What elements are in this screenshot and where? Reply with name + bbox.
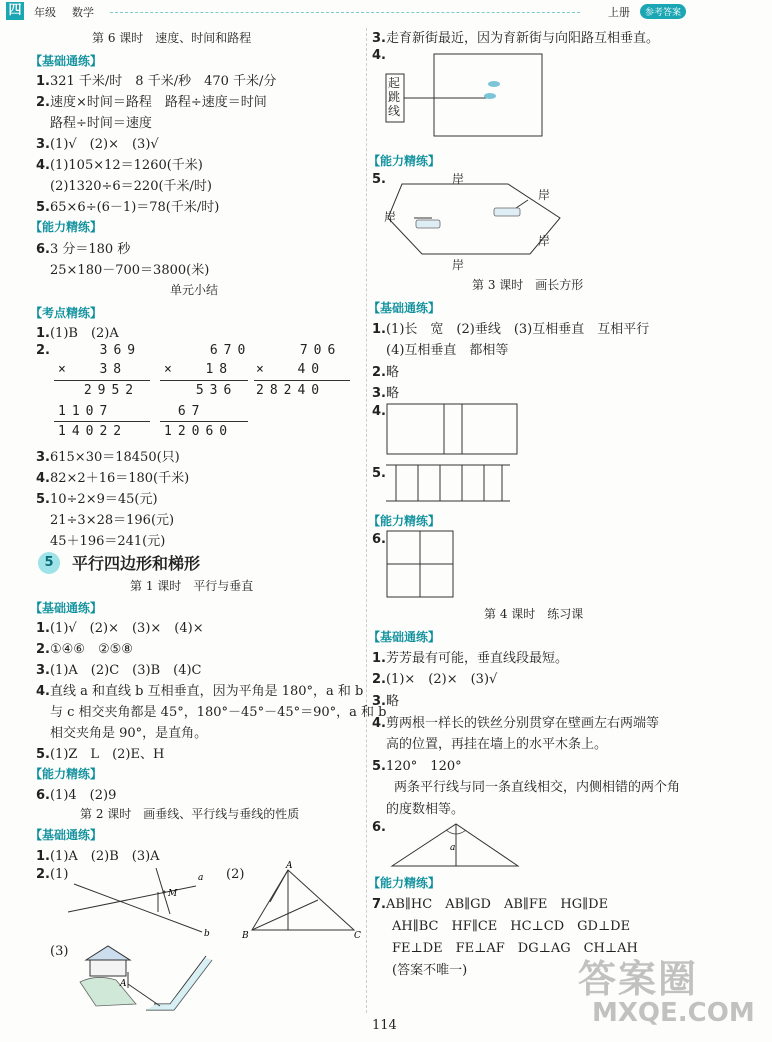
column-divider bbox=[366, 28, 367, 1013]
q-num: 4. bbox=[372, 716, 386, 731]
c1-q1 bbox=[36, 617, 204, 636]
answer: 120° 120° bbox=[385, 759, 462, 774]
calc-rule bbox=[160, 380, 248, 381]
answer: (1)4 (2)9 bbox=[49, 788, 117, 803]
c4-q2 bbox=[372, 668, 497, 687]
r-q3 bbox=[372, 27, 659, 46]
calc-rule bbox=[54, 421, 150, 422]
page-number: 114 bbox=[372, 1018, 397, 1033]
answer: (1)Z L (2)E、H bbox=[49, 747, 165, 762]
c1-q4-line3: 相交夹角是 90°，是直角。 bbox=[50, 726, 208, 741]
chapter-number: 5 bbox=[38, 552, 60, 574]
q-num: 5. bbox=[372, 466, 386, 481]
l6-q6 bbox=[36, 238, 130, 257]
q-num: 4. bbox=[36, 158, 50, 173]
q-num: 1. bbox=[36, 74, 50, 89]
q-num: 1. bbox=[372, 322, 386, 337]
q-num: 3. bbox=[372, 694, 386, 709]
figure-triangle-ABC bbox=[242, 861, 362, 941]
answer: 直线 a 和直线 b 互相垂直，因为平角是 180°，a 和 b bbox=[49, 684, 364, 699]
figure-perpendicular-M bbox=[60, 866, 220, 939]
r-q5 bbox=[372, 172, 386, 187]
shore-bottom: 岸 bbox=[452, 258, 465, 272]
answer: (1)A (2)B (3)A bbox=[49, 849, 160, 864]
section-basic: 【 基础通练 】 bbox=[30, 52, 102, 69]
calc-row: 28240 bbox=[256, 383, 326, 398]
q-num: 4. bbox=[372, 404, 386, 419]
calc-rule bbox=[160, 421, 248, 422]
figure-square-6 bbox=[386, 530, 456, 600]
s-q2 bbox=[36, 343, 50, 358]
c2-part2: (2) bbox=[226, 867, 245, 882]
answer: 3 分＝180 秒 bbox=[49, 242, 131, 257]
answer: 65×6÷(6－1)＝78(千米/时) bbox=[49, 200, 220, 215]
section-ability: 【 能力精练 】 bbox=[30, 218, 102, 235]
section-ability: 【 能力精练 】 bbox=[368, 512, 440, 529]
shore-right-bottom: 岸 bbox=[538, 234, 551, 248]
label-b: b bbox=[204, 929, 210, 939]
answer: 速度×时间＝路程 路程÷速度＝时间 bbox=[49, 95, 267, 110]
page-header bbox=[0, 0, 772, 22]
q-num: 7. bbox=[372, 897, 386, 912]
c4-q5-line2: 两条平行线与同一条直线相交，内侧相错的两个角 bbox=[394, 780, 681, 795]
label-a: a bbox=[450, 843, 456, 853]
answer: 615×30＝18450(只) bbox=[49, 450, 180, 465]
c3-q6 bbox=[372, 532, 386, 547]
answer: 走育新街最近，因为育新街与向阳路互相垂直。 bbox=[385, 31, 659, 46]
c4-q7-line3: FE⊥DE FE⊥AF DG⊥AG CH⊥AH bbox=[392, 941, 638, 956]
c1-q6 bbox=[36, 784, 116, 803]
altitude-2 bbox=[252, 900, 318, 930]
figure-rectangle-4 bbox=[386, 403, 520, 457]
q-num: 2. bbox=[36, 642, 50, 657]
c4-q4-line2: 高的位置，再挂在墙上的水平木条上。 bbox=[386, 737, 608, 752]
q-num: 3. bbox=[36, 663, 50, 678]
answer: 10÷2×9＝45(元) bbox=[49, 492, 158, 507]
section-ability: 【 能力精练 】 bbox=[368, 874, 440, 891]
perp-shore-2 bbox=[516, 200, 528, 208]
c4-q3 bbox=[372, 690, 399, 709]
q-num: 1. bbox=[36, 621, 50, 636]
calc-row: 670 bbox=[196, 343, 252, 358]
label-A: A bbox=[120, 979, 127, 989]
q-num: 5. bbox=[36, 492, 50, 507]
lesson-1-title: 第 1 课时 平行与垂直 bbox=[130, 579, 254, 593]
lesson-6-title: 第 6 课时 速度、时间和路程 bbox=[92, 31, 252, 45]
c4-q4 bbox=[372, 712, 659, 731]
c4-q7 bbox=[372, 893, 608, 912]
s-q3 bbox=[36, 446, 180, 465]
figure-parallel-lines-5 bbox=[386, 463, 512, 505]
answer: (1)长 宽 (2)垂线 (3)互相垂直 互相平行 bbox=[385, 322, 650, 337]
answer: 芳芳最有可能，垂直线段最短。 bbox=[385, 651, 568, 666]
calc-row: 67 bbox=[164, 404, 206, 419]
c1-q4 bbox=[36, 680, 363, 699]
q-num: 2. bbox=[36, 95, 50, 110]
answer: 略 bbox=[385, 694, 399, 709]
volume-label: 上册 bbox=[608, 6, 630, 19]
label-A: A bbox=[286, 861, 293, 871]
calc-row: 14022 bbox=[58, 424, 128, 439]
shore-left: 岸 bbox=[384, 210, 397, 224]
s-q5 bbox=[36, 488, 158, 507]
answer: 略 bbox=[385, 386, 399, 401]
footprint-2 bbox=[484, 93, 496, 99]
l6-q2-line2: 路程÷时间＝速度 bbox=[50, 116, 152, 131]
c4-q1 bbox=[372, 647, 568, 666]
answer: (1)B (2)A bbox=[49, 326, 119, 341]
c4-q6 bbox=[372, 820, 386, 835]
l6-q3 bbox=[36, 133, 159, 152]
l6-q2 bbox=[36, 91, 267, 110]
point-M bbox=[163, 891, 166, 894]
c4-q5-line3: 的度数相等。 bbox=[386, 802, 465, 817]
s-q5-line2: 21÷3×28＝196(元) bbox=[50, 513, 175, 528]
calc-row: 706 bbox=[286, 343, 342, 358]
q-num: 6. bbox=[36, 788, 50, 803]
q-num: 2. bbox=[372, 672, 386, 687]
jump-line-label: 起跳线 bbox=[388, 76, 401, 118]
shore-right-top: 岸 bbox=[538, 188, 551, 202]
altitude-3 bbox=[270, 870, 288, 902]
calc-row: 536 bbox=[182, 383, 238, 398]
q-num: 3. bbox=[36, 450, 50, 465]
section-exam: 【 考点精练 】 bbox=[30, 304, 102, 321]
rect-outline bbox=[387, 404, 517, 454]
l6-q6-line2: 25×180－700＝3800(米) bbox=[50, 263, 210, 278]
label-C: C bbox=[354, 931, 361, 941]
q-num: 5. bbox=[372, 172, 386, 187]
q-num: 6. bbox=[36, 242, 50, 257]
c3-q5 bbox=[372, 466, 386, 481]
answer: (1)105×12＝1260(千米) bbox=[49, 158, 203, 173]
q-num: 4. bbox=[36, 471, 50, 486]
label-a: a bbox=[198, 873, 204, 883]
l6-q4 bbox=[36, 154, 203, 173]
section-ability: 【 能力精练 】 bbox=[368, 152, 440, 169]
section-basic: 【 基础通练 】 bbox=[30, 826, 102, 843]
calc-row: × 18 bbox=[164, 362, 234, 377]
q-num: 2. bbox=[36, 343, 50, 358]
l6-q4-line2: (2)1320÷6＝220(千米/时) bbox=[50, 179, 212, 194]
answer: 82×2＋16＝180(千米) bbox=[49, 471, 190, 486]
c1-q4-line2: 与 c 相交夹角都是 45°，180°－45°－45°＝90°，a 和 b bbox=[50, 705, 387, 720]
calc-rule bbox=[54, 380, 150, 381]
s-q4 bbox=[36, 467, 189, 486]
triangle bbox=[252, 870, 354, 930]
s-q1 bbox=[36, 322, 119, 341]
answer: (1)× (2)× (3)√ bbox=[385, 672, 498, 687]
figure-long-jump bbox=[384, 52, 546, 138]
figure-river-shape bbox=[386, 168, 566, 264]
c2-part3: (3) bbox=[50, 944, 69, 959]
lesson-2-title: 第 2 课时 画垂线、平行线与垂线的性质 bbox=[80, 807, 300, 821]
lesson-4-title: 第 4 课时 练习课 bbox=[484, 607, 584, 621]
watermark-logo: 答案圈 bbox=[578, 957, 699, 1001]
q-num: 1. bbox=[36, 326, 50, 341]
c3-q2 bbox=[372, 361, 399, 380]
part-label: (1) bbox=[49, 867, 69, 882]
answer: 剪两根一样长的铁丝分别贯穿在壁画左右两端等 bbox=[385, 716, 659, 731]
q-num: 2. bbox=[36, 867, 50, 882]
c3-q1-line2: (4)互相垂直 都相等 bbox=[386, 343, 509, 358]
c2-q1 bbox=[36, 845, 160, 864]
c1-q2 bbox=[36, 638, 133, 657]
calc-row: × 38 bbox=[58, 362, 128, 377]
grade-badge: 四 bbox=[6, 2, 24, 20]
label-M: M bbox=[168, 889, 178, 899]
calc-row: 1107 bbox=[58, 404, 114, 419]
watermark-url: MXQE.COM bbox=[592, 998, 755, 1028]
section-basic: 【 基础通练 】 bbox=[30, 599, 102, 616]
c3-q3 bbox=[372, 382, 399, 401]
calc-row: 369 bbox=[72, 343, 142, 358]
figure-house-river bbox=[76, 944, 216, 1014]
s-q5-line3: 45＋196＝241(元) bbox=[50, 534, 166, 549]
chapter-title: 平行四边形和梯形 bbox=[72, 554, 201, 573]
q-num: 3. bbox=[372, 31, 386, 46]
house-body bbox=[90, 960, 126, 976]
section-basic: 【 基础通练 】 bbox=[368, 299, 440, 316]
answer: ①④⑥ ②⑤⑧ bbox=[49, 642, 133, 657]
calc-rule bbox=[254, 380, 350, 381]
q-num: 2. bbox=[372, 365, 386, 380]
q-num: 4. bbox=[36, 684, 50, 699]
c3-q4 bbox=[372, 404, 386, 419]
label-B: B bbox=[242, 931, 249, 941]
answer: (1)√ (2)× (3)√ bbox=[49, 137, 159, 152]
q-num: 1. bbox=[36, 849, 50, 864]
calc-row: 12060 bbox=[164, 424, 234, 439]
answer: 321 千米/时 8 千米/秒 470 千米/分 bbox=[49, 74, 277, 89]
section-basic: 【 基础通练 】 bbox=[368, 628, 440, 645]
lesson-3-title: 第 3 课时 画长方形 bbox=[472, 278, 584, 292]
q-num: 6. bbox=[372, 820, 386, 835]
q-num: 5. bbox=[36, 200, 50, 215]
answer: AB∥HC AB∥GD AB∥FE HG∥DE bbox=[385, 897, 609, 912]
answer: (1)A (2)C (3)B (4)C bbox=[49, 663, 202, 678]
q-num: 5. bbox=[372, 759, 386, 774]
q-num: 4. bbox=[372, 48, 386, 63]
unit-summary-title: 单元小结 bbox=[170, 283, 219, 297]
q-num: 5. bbox=[36, 747, 50, 762]
boat-1 bbox=[416, 220, 440, 228]
answer: (1)√ (2)× (3)× (4)× bbox=[49, 621, 204, 636]
boat-2 bbox=[494, 208, 520, 216]
q-num: 3. bbox=[36, 137, 50, 152]
calc-row: × 40 bbox=[256, 362, 326, 377]
c1-q5 bbox=[36, 743, 164, 762]
q-num: 6. bbox=[372, 532, 386, 547]
q-num: 1. bbox=[372, 651, 386, 666]
l6-q5 bbox=[36, 196, 219, 215]
c4-q5 bbox=[372, 755, 462, 774]
answer: 略 bbox=[385, 365, 399, 380]
c4-q7-line2: AH∥BC HF∥CE HC⊥CD GD⊥DE bbox=[392, 919, 631, 934]
header-divider bbox=[110, 12, 580, 13]
l6-q1 bbox=[36, 70, 276, 89]
river-water bbox=[146, 958, 212, 1010]
q-num: 3. bbox=[372, 386, 386, 401]
river-outline bbox=[388, 184, 560, 254]
calc-row: 2952 bbox=[70, 383, 140, 398]
subject-label: 数学 bbox=[72, 6, 94, 19]
c3-q1 bbox=[372, 318, 649, 337]
answer-badge: 参考答案 bbox=[640, 4, 686, 19]
c4-q7-line4: (答案不唯一) bbox=[392, 963, 468, 978]
line-b bbox=[74, 884, 202, 932]
shore-top: 岸 bbox=[452, 172, 465, 186]
c1-q3 bbox=[36, 659, 201, 678]
house-roof bbox=[86, 946, 130, 960]
footprint-1 bbox=[488, 81, 500, 87]
section-ability: 【 能力精练 】 bbox=[30, 765, 102, 782]
figure-triangle-6 bbox=[390, 820, 520, 868]
grade-label: 年级 bbox=[34, 6, 56, 19]
